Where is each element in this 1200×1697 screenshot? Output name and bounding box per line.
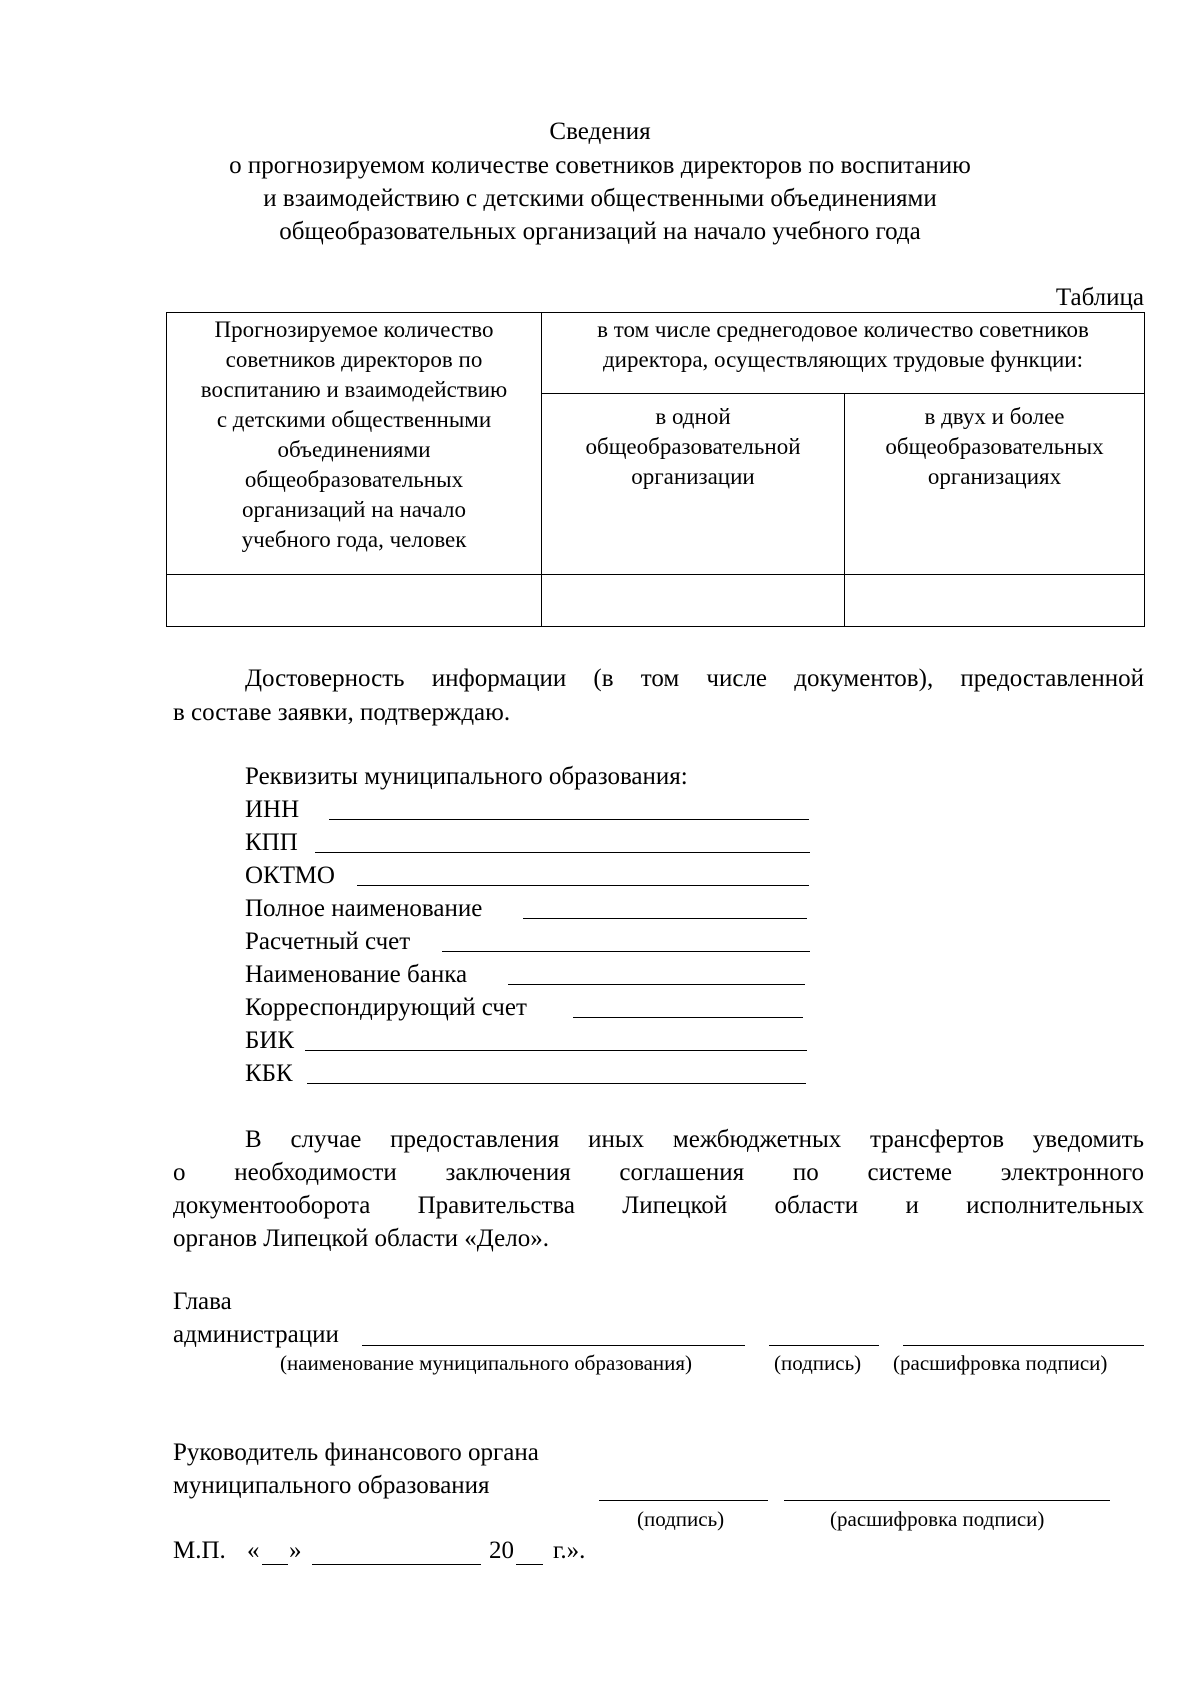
date-day-blank-line[interactable] — [262, 1564, 288, 1565]
head-signature-caption: (подпись) — [774, 1351, 862, 1375]
head-signature-decoding-caption: (расшифровка подписи) — [893, 1351, 1108, 1375]
table-cell-forecast-count[interactable] — [167, 575, 542, 627]
stamp-place-label: М.П. — [173, 1537, 226, 1564]
table-header-multiple-organizations: в двух и более общеобразовательных организациях — [845, 394, 1145, 575]
settlement-account-blank-line[interactable] — [442, 951, 810, 952]
table-caption: Таблица — [1055, 284, 1144, 311]
document-subtitle-line-2: и взаимодействию с детскими общественными объединениями — [263, 185, 937, 212]
kbk-blank-line[interactable] — [307, 1083, 806, 1084]
full-name-blank-line[interactable] — [523, 918, 807, 919]
oktmo-blank-line[interactable] — [357, 885, 809, 886]
full-name-label: Полное наименование — [245, 895, 483, 922]
oktmo-label: ОКТМО — [245, 862, 335, 889]
date-month-blank-line[interactable] — [312, 1564, 481, 1565]
kpp-label: КПП — [245, 829, 298, 856]
reliability-statement-line-2: в составе заявки, подтверждаю. — [173, 699, 511, 726]
notice-line-1: В случае предоставления иных межбюджетных трансфертов уведомить — [245, 1126, 1144, 1153]
bik-blank-line[interactable] — [305, 1050, 807, 1051]
kbk-label: КБК — [245, 1060, 293, 1087]
head-title-line-1: Глава — [173, 1288, 232, 1315]
head-signature-decoding-blank-line[interactable] — [903, 1345, 1144, 1346]
finance-signature-blank-line[interactable] — [599, 1500, 768, 1501]
notice-line-2: о необходимости заключения соглашения по системе электронного — [173, 1159, 1144, 1186]
finance-signature-caption: (подпись) — [637, 1507, 725, 1531]
forecast-table — [166, 312, 1145, 627]
document-title: Сведения — [549, 118, 651, 145]
date-open-quote: « — [247, 1537, 260, 1564]
finance-signature-decoding-caption: (расшифровка подписи) — [830, 1507, 1045, 1531]
finance-head-title-line-2: муниципального образования — [173, 1472, 490, 1499]
bik-label: БИК — [245, 1027, 295, 1054]
settlement-account-label: Расчетный счет — [245, 928, 411, 955]
reliability-statement-line-1: Достоверность информации (в том числе документов), предоставленной — [245, 665, 1144, 692]
document-subtitle-line-3: общеобразовательных организаций на начало учебного года — [279, 218, 921, 245]
bank-name-blank-line[interactable] — [508, 984, 805, 985]
table-header-forecast-count: Прогнозируемое количество советников директоров по воспитанию и взаимодействию с детскими общественными объединениями общеобразовательных организаций на начало учебного года, человек — [167, 313, 542, 575]
municipality-name-caption: (наименование муниципального образования) — [280, 1351, 693, 1375]
notice-line-3: документооборота Правительства Липецкой области и исполнительных — [173, 1192, 1144, 1219]
kpp-blank-line[interactable] — [315, 852, 810, 853]
municipality-name-blank-line[interactable] — [362, 1345, 745, 1346]
date-year-blank-line[interactable] — [516, 1564, 543, 1565]
head-signature-blank-line[interactable] — [769, 1345, 879, 1346]
table-cell-multiple-organizations[interactable] — [845, 575, 1145, 627]
correspondent-account-label: Корреспондирующий счет — [245, 994, 527, 1021]
requisites-heading: Реквизиты муниципального образования: — [245, 763, 688, 790]
date-close-quote: » — [289, 1537, 302, 1564]
document-subtitle-line-1: о прогнозируемом количестве советников директоров по воспитанию — [229, 152, 971, 179]
inn-label: ИНН — [245, 796, 300, 823]
notice-line-4: органов Липецкой области «Дело». — [173, 1225, 549, 1252]
head-title-line-2: администрации — [173, 1321, 339, 1348]
finance-head-title-line-1: Руководитель финансового органа — [173, 1439, 539, 1466]
table-header-one-organization: в одной общеобразовательной организации — [542, 394, 845, 575]
date-year-prefix: 20 — [489, 1537, 514, 1564]
finance-signature-decoding-blank-line[interactable] — [784, 1500, 1110, 1501]
date-year-suffix: г.». — [553, 1537, 586, 1564]
table-header-group: в том числе среднегодовое количество советников директора, осуществляющих трудовые функции: — [542, 313, 1145, 394]
correspondent-account-blank-line[interactable] — [573, 1017, 803, 1018]
table-cell-one-organization[interactable] — [542, 575, 845, 627]
bank-name-label: Наименование банка — [245, 961, 468, 988]
inn-blank-line[interactable] — [329, 819, 809, 820]
